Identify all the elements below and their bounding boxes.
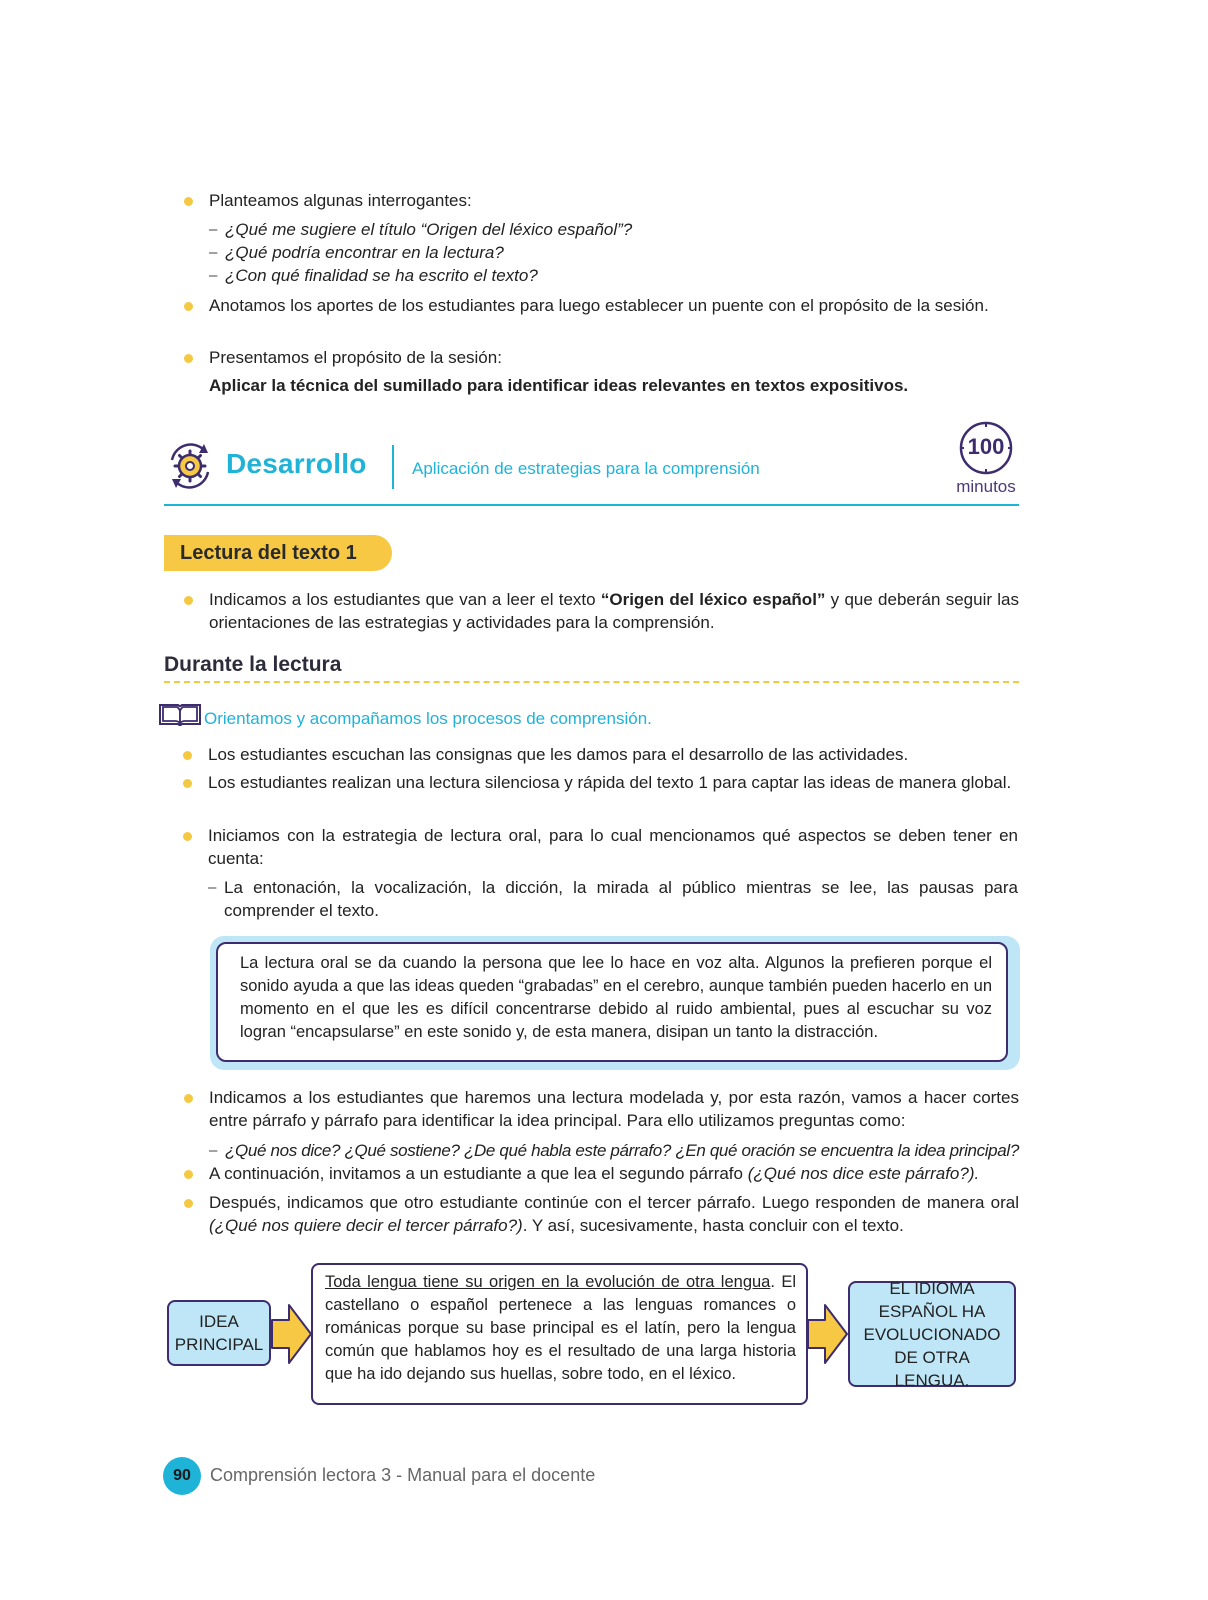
intro-bullet-2: Anotamos los aportes de los estudiantes para luego establecer un puente con el propósito de la sesión. — [209, 296, 989, 315]
dash: – — [209, 267, 218, 284]
bullet-dot — [184, 197, 193, 206]
header-underline — [164, 504, 1019, 506]
dash: – — [209, 244, 218, 261]
guide-text: Orientamos y acompañamos los procesos de comprensión. — [204, 709, 652, 728]
during-bullet-6 — [209, 1191, 1019, 1237]
footer-title: Comprensión lectora 3 - Manual para el docente — [210, 1465, 596, 1485]
conclusion-box — [848, 1278, 1016, 1390]
bullet6-tail: . Y así, sucesivamente, hasta concluir con el texto. — [522, 1216, 904, 1235]
guiding-questions: ¿Qué nos dice? ¿Qué sostiene? ¿De qué habla este párrafo? ¿En qué oración se encuentra la idea principal? — [225, 1141, 1019, 1160]
bullet6-text: Después, indicamos que otro estudiante continúe con el tercer párrafo. Luego responden de manera oral — [209, 1193, 1019, 1212]
note-box — [210, 936, 1020, 1070]
bullet-dot — [184, 302, 193, 311]
dash: – — [208, 879, 217, 896]
during-bullet: Los estudiantes realizan una lectura silenciosa y rápida del texto 1 para captar las ideas de manera global. — [208, 773, 1012, 792]
intro-bullet-3: Presentamos el propósito de la sesión: — [209, 348, 502, 367]
reading-aspects: La entonación, la vocalización, la dicción, la mirada al público mientras se lee, las pausas para comprender el texto. — [224, 878, 1018, 920]
reading-text-pre: Indicamos a los estudiantes que van a leer el texto — [209, 590, 601, 609]
reading-title-bold: “Origen del léxico español” — [600, 590, 826, 609]
dashed-divider — [164, 681, 1019, 683]
idea-principal-box — [167, 1300, 271, 1366]
section-subtitle: Aplicación de estrategias para la comprensión — [412, 459, 760, 478]
conclusion-label: EL IDIOMA ESPAÑOL HA EVOLUCIONADO DE OTRA LENGUA. — [863, 1278, 1001, 1390]
bullet5-question: (¿Qué nos dice este párrafo?). — [747, 1164, 980, 1183]
time-value: 100 — [967, 434, 1005, 459]
dash: – — [209, 1142, 218, 1159]
bullet-dot — [184, 1170, 193, 1179]
section-title: Desarrollo — [226, 448, 367, 479]
reading-instructions — [209, 588, 1019, 634]
paragraph-box — [311, 1263, 808, 1405]
bullet-dot — [184, 596, 193, 605]
note-text: La lectura oral se da cuando la persona que lee lo hace en voz alta. Algunos la prefieren porque el sonido ayuda a que las ideas queden “grabadas” en el cerebro, aunque también pueden hacerlo en un momento en el que les es difícil concentrarse debido al ruido ambiental, pues al escuchar su voz logran “encapsularse” en este sonido y, de esta manera, disipan un tanto la distracción. — [216, 942, 1008, 1062]
during-bullet-5 — [209, 1162, 1024, 1185]
idea-principal-label: IDEA PRINCIPAL — [174, 1312, 264, 1354]
bullet-dot — [183, 751, 192, 760]
during-heading: Durante la lectura — [164, 653, 342, 676]
session-purpose: Aplicar la técnica del sumillado para identificar ideas relevantes en textos expositivos. — [209, 376, 909, 395]
bullet6-question: (¿Qué nos quiere decir el tercer párrafo?) — [209, 1216, 523, 1235]
paragraph-rest: . El castellano o español pertenece a las lenguas romances o románicas porque su base principal es el latín, pero la lengua común que hablamos hoy es el resultado de una larga historia que ha ido dejando sus huellas, sobre todo, en el léxico. — [325, 1273, 796, 1383]
during-bullet-4: Indicamos a los estudiantes que haremos una lectura modelada y, por esta razón, vamos a hacer cortes entre párrafo y párrafo para identificar la idea principal. Para ello utilizamos preguntas como: — [209, 1088, 1019, 1130]
during-bullet: Iniciamos con la estrategia de lectura oral, para lo cual mencionamos qué aspectos se deben tener en cuenta: — [208, 826, 1018, 868]
dash: – — [209, 221, 218, 238]
page-number: 90 — [163, 1457, 201, 1495]
open-book-icon — [158, 702, 202, 728]
header-divider — [392, 445, 394, 489]
question-item: ¿Con qué finalidad se ha escrito el texto? — [225, 266, 538, 285]
main-idea-sentence: Toda lengua tiene su origen en la evolución de otra lengua — [325, 1273, 771, 1291]
bullet-dot — [184, 1199, 193, 1208]
during-bullet: Los estudiantes escuchan las consignas que les damos para el desarrollo de las actividades. — [208, 745, 909, 764]
arrow-right-icon — [807, 1303, 849, 1365]
intro-bullet-1: Planteamos algunas interrogantes: — [209, 191, 472, 210]
time-unit: minutos — [956, 477, 1016, 496]
question-item: ¿Qué podría encontrar en la lectura? — [225, 243, 504, 262]
bullet-dot — [184, 1094, 193, 1103]
question-item: ¿Qué me sugiere el título “Origen del léxico español”? — [225, 220, 633, 239]
arrow-right-icon — [271, 1303, 313, 1365]
bullet-dot — [183, 832, 192, 841]
gear-cycle-icon — [164, 440, 216, 492]
bullet5-text: A continuación, invitamos a un estudiante a que lea el segundo párrafo — [209, 1164, 748, 1183]
bullet-dot — [183, 779, 192, 788]
bullet-dot — [184, 354, 193, 363]
reading-pill: Lectura del texto 1 — [164, 535, 392, 571]
reading-text-post: y que deberán seguir las orientaciones de las estrategias y actividades para la comprensión. — [209, 590, 1019, 632]
